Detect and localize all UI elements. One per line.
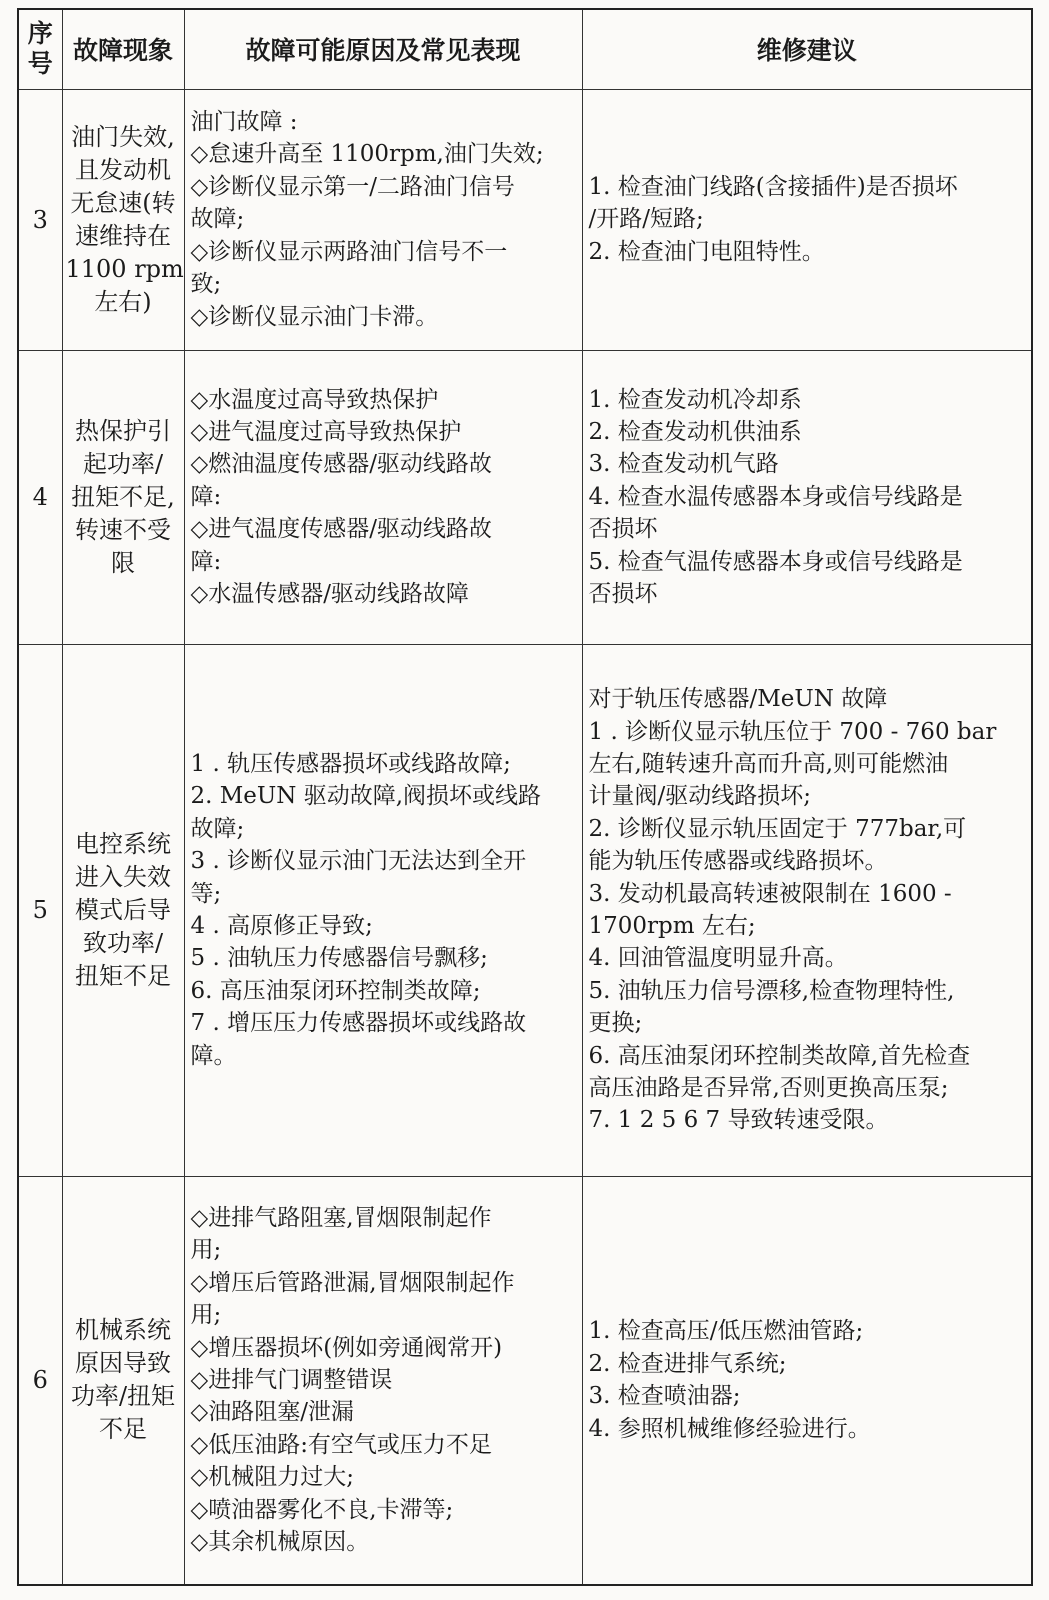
symptom-cell [62, 1176, 184, 1585]
cause-cell-line: ◇水温度过高导致热保护 [190, 386, 439, 413]
fix-cell-line: 4. 参照机械维修经验进行。 [588, 1415, 871, 1442]
fault-diagnosis-table [17, 8, 1033, 1586]
fix-cell-line: 能为轨压传感器或线路损坏。 [588, 848, 888, 875]
cause-cell-line: ◇低压油路:有空气或压力不足 [190, 1431, 492, 1458]
fix-cell-line: 2. 诊断仪显示轨压固定于 777bar,可 [588, 815, 967, 842]
symptom-cell-line: 起功率/ [82, 449, 164, 478]
cause-cell-line: ◇进气温度传感器/驱动线路故 [190, 516, 492, 543]
cause-cell-line: 障。 [190, 1042, 237, 1069]
fix-cell-line: 1. 检查发动机冷却系 [588, 386, 802, 413]
cause-cell-line: ◇诊断仪显示第一/二路油门信号 [190, 173, 515, 200]
fix-cell-line: 5. 油轨压力信号漂移,检查物理特性, [588, 977, 955, 1004]
cause-cell-line: ◇怠速升高至 1100rpm,油门失效; [190, 141, 544, 168]
fix-cell-line: 对于轨压传感器/MeUN 故障 [588, 686, 888, 713]
table-row [18, 89, 1032, 350]
symptom-cell-line: 电控系统 [75, 829, 171, 858]
symptom-cell-line: 机械系统 [75, 1316, 171, 1345]
cause-cell [184, 89, 582, 350]
fix-cell-line: 1700rpm 左右; [588, 913, 756, 939]
symptom-cell-line: 无怠速(转 [70, 188, 176, 217]
fix-cell-line: 否损坏 [588, 581, 658, 608]
cause-cell-line: 障: [190, 548, 222, 575]
symptom-cell-line: 扭矩不足, [71, 482, 175, 511]
symptom-cell-line: 功率/扭矩 [70, 1382, 176, 1411]
symptom-cell-line: 扭矩不足 [75, 961, 171, 990]
cause-cell-line: 2. MeUN 驱动故障,阀损坏或线路 [190, 783, 542, 810]
symptom-cell-line: 转速不受 [75, 515, 171, 544]
cause-cell-line: ◇诊断仪显示油门卡滞。 [190, 303, 439, 330]
header-serial-line: 号 [27, 49, 53, 79]
symptom-cell-line: 原因导致 [75, 1349, 171, 1378]
fix-cell-line: 4. 回油管温度明显升高。 [588, 945, 848, 972]
cause-cell-line: ◇增压后管路泄漏,冒烟限制起作 [190, 1269, 515, 1296]
fix-cell-line: 3. 检查发动机气路 [588, 451, 779, 478]
cause-cell-line: ◇油路阻塞/泄漏 [190, 1399, 354, 1426]
symptom-cell-line: 限 [111, 548, 135, 577]
cause-cell-line: 5 . 油轨压力传感器信号飘移; [190, 945, 488, 972]
cause-cell-line: 故障; [190, 206, 245, 233]
symptom-cell-line: 1100 rpm [65, 254, 184, 283]
cause-cell [184, 644, 582, 1176]
header-serial-number [18, 9, 62, 89]
cause-cell-line: ◇燃油温度传感器/驱动线路故 [190, 451, 492, 478]
fix-cell-line: /开路/短路; [588, 206, 704, 233]
table-row [18, 350, 1032, 644]
fix-cell-line: 1 . 诊断仪显示轨压位于 700 - 760 bar [588, 718, 997, 745]
fix-cell [582, 644, 1032, 1176]
cause-cell-line: 6. 高压油泵闭环控制类故障; [190, 977, 481, 1004]
fix-cell-line: 7. 1 2 5 6 7 导致转速受限。 [588, 1107, 889, 1134]
cause-cell-line: 4 . 高原修正导致; [190, 913, 373, 939]
fix-cell-line: 6. 高压油泵闭环控制类故障,首先检查 [588, 1042, 971, 1069]
cause-cell-line: ◇机械阻力过大; [190, 1464, 354, 1491]
header-symptom: 故障现象 [62, 9, 184, 89]
cause-cell-line: 用; [190, 1302, 222, 1329]
fix-cell-line: 4. 检查水温传感器本身或信号线路是 [588, 483, 963, 510]
fix-cell-line: 2. 检查发动机供油系 [588, 418, 802, 445]
fix-cell [582, 350, 1032, 644]
symptom-cell-line: 且发动机 [75, 155, 171, 184]
symptom-cell-line: 模式后导 [75, 895, 171, 924]
cause-cell-line: 油门故障 : [190, 109, 298, 136]
symptom-cell-line: 热保护引 [75, 416, 171, 445]
cause-cell-line: ◇进排气路阻塞,冒烟限制起作 [190, 1205, 492, 1232]
cause-cell-line: ◇进气温度过高导致热保护 [190, 418, 462, 445]
cause-cell-line: ◇诊断仪显示两路油门信号不一 [190, 238, 508, 265]
table-header-row [18, 9, 1032, 89]
cause-cell-line: 等; [190, 880, 222, 907]
symptom-cell-line: 速维持在 [75, 221, 171, 250]
symptom-cell [62, 644, 184, 1176]
fix-cell-line: 2. 检查油门电阻特性。 [588, 238, 825, 265]
fix-cell-line: 5. 检查气温传感器本身或信号线路是 [588, 548, 963, 575]
cause-cell-line: 故障; [190, 815, 245, 842]
header-cause: 故障可能原因及常见表现 [184, 9, 582, 89]
symptom-cell-line: 油门失效, [71, 122, 175, 151]
cause-cell-line: 用; [190, 1237, 222, 1264]
fix-cell [582, 1176, 1032, 1585]
table-row [18, 644, 1032, 1176]
header-fix: 维修建议 [582, 9, 1032, 89]
fix-cell-line: 否损坏 [588, 516, 658, 543]
fix-cell-line: 更换; [588, 1010, 643, 1037]
symptom-cell-line: 进入失效 [75, 862, 171, 891]
row-serial-number: 5 [18, 644, 62, 1176]
fix-cell-line: 2. 检查进排气系统; [588, 1350, 787, 1377]
cause-cell-line: 致; [190, 271, 222, 298]
fix-cell-line: 计量阀/驱动线路损坏; [588, 783, 811, 810]
fix-cell-line: 3. 发动机最高转速被限制在 1600 - [588, 880, 952, 907]
row-serial-number: 6 [18, 1176, 62, 1585]
cause-cell-line: ◇增压器损坏(例如旁通阀常开) [190, 1334, 503, 1361]
cause-cell [184, 1176, 582, 1585]
header-serial-line: 序 [27, 19, 53, 49]
cause-cell-line: 障: [190, 483, 222, 510]
cause-cell-line: 7 . 增压压力传感器损坏或线路故 [190, 1010, 527, 1037]
cause-cell-line: ◇喷油器雾化不良,卡滞等; [190, 1496, 454, 1523]
symptom-cell-line: 致功率/ [82, 928, 164, 957]
symptom-cell-line: 不足 [99, 1415, 147, 1444]
row-serial-number: 3 [18, 89, 62, 350]
table-row [18, 1176, 1032, 1585]
cause-cell-line: 3 . 诊断仪显示油门无法达到全开 [190, 848, 527, 875]
cause-cell [184, 350, 582, 644]
cause-cell-line: ◇水温传感器/驱动线路故障 [190, 581, 469, 608]
symptom-cell [62, 89, 184, 350]
cause-cell-line: 1 . 轨压传感器损坏或线路故障; [190, 750, 511, 777]
fix-cell-line: 1. 检查高压/低压燃油管路; [588, 1318, 864, 1345]
fix-cell-line: 1. 检查油门线路(含接插件)是否损坏 [588, 173, 958, 200]
fix-cell-line: 左右,随转速升高而升高,则可能燃油 [588, 750, 949, 777]
fix-cell-line: 3. 检查喷油器; [588, 1383, 741, 1410]
fix-cell-line: 高压油路是否异常,否则更换高压泵; [588, 1075, 949, 1102]
cause-cell-line: ◇进排气门调整错误 [190, 1367, 393, 1394]
cause-cell-line: ◇其余机械原因。 [190, 1529, 370, 1556]
symptom-cell [62, 350, 184, 644]
fix-cell [582, 89, 1032, 350]
symptom-cell-line: 左右) [94, 287, 152, 316]
row-serial-number: 4 [18, 350, 62, 644]
